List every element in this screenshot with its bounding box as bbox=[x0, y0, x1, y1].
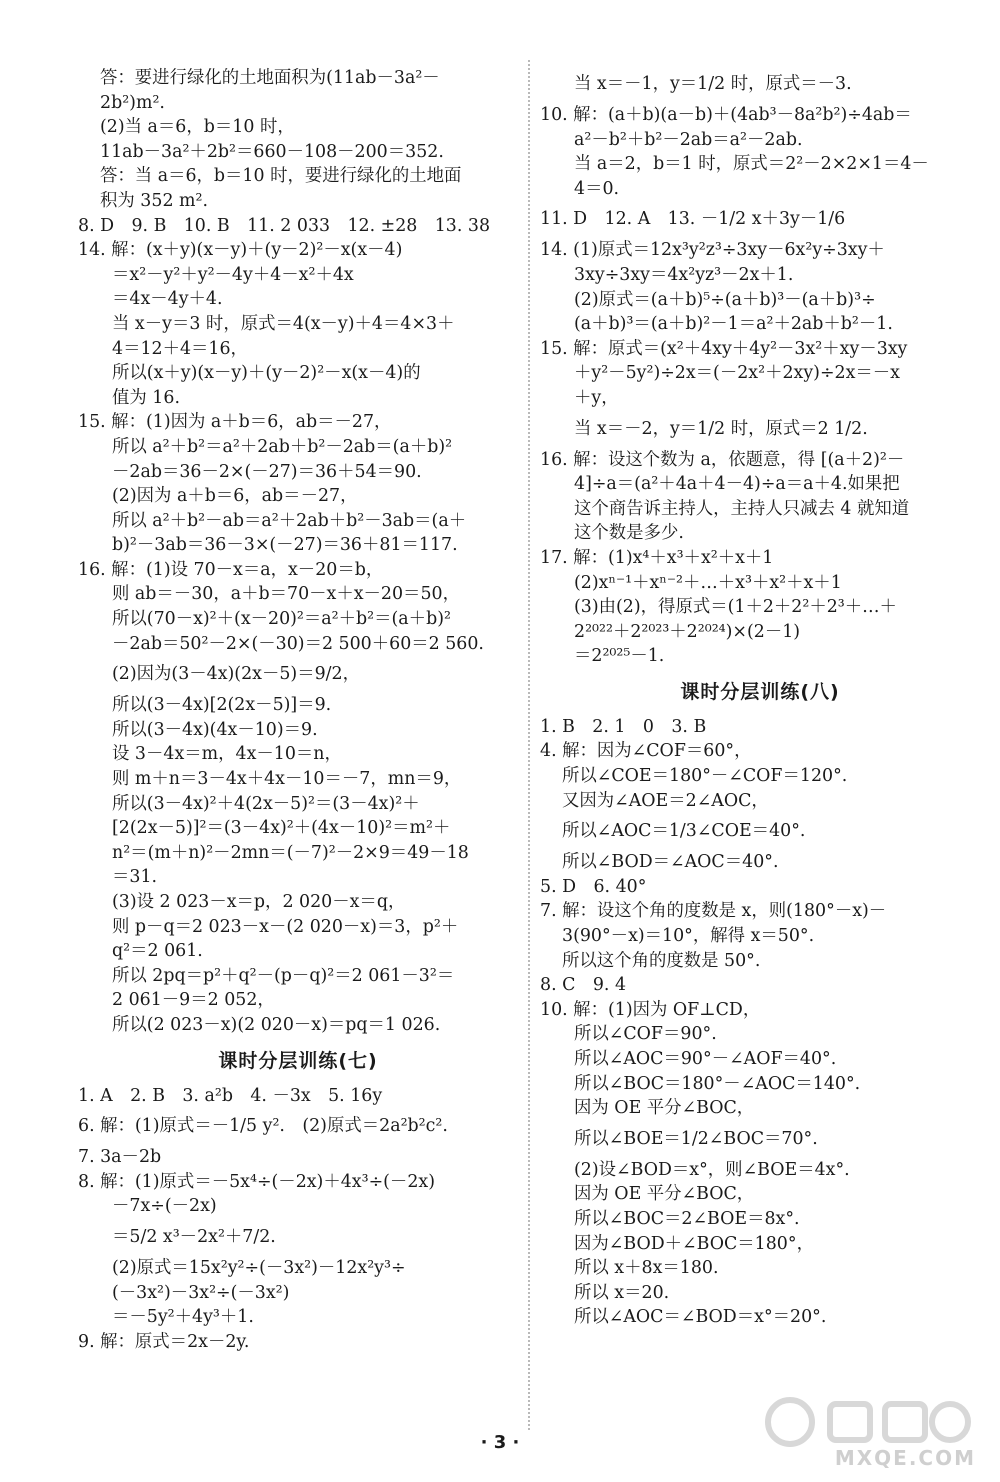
text-line: (－3x²)－3x²÷(－3x²) bbox=[112, 1282, 290, 1303]
text-line: 4＝0. bbox=[574, 178, 620, 199]
text-line: 因为∠BOD＋∠BOC＝180°， bbox=[574, 1233, 814, 1254]
text-line: (2)原式＝15x²y²÷(－3x²)－12x²y³÷ bbox=[112, 1257, 406, 1278]
text-line: 10. 解：(a＋b)(a－b)＋(4ab³－8a²b²)÷4ab＝ bbox=[540, 105, 912, 125]
text-line: 所以(3－4x)(4x－10)＝9. bbox=[112, 719, 318, 740]
text-line: 17. 解：(1)x⁴＋x³＋x²＋x＋1 bbox=[540, 547, 774, 568]
text-line: 所以 x＝20. bbox=[574, 1282, 670, 1303]
answer-row: 1. B 2. 1 0 3. B bbox=[540, 716, 707, 737]
text-line: 2 061－9＝2 052， bbox=[112, 990, 275, 1011]
watermark-text: MXQE.COM bbox=[834, 1446, 976, 1470]
text-line: 当 x＝－1，y＝1/2 时，原式＝－3. bbox=[574, 74, 852, 94]
text-line: (3)设 2 023－x＝p，2 020－x＝q， bbox=[112, 892, 406, 912]
text-line: ＝5/2 x³－2x²＋7/2. bbox=[112, 1226, 276, 1247]
page-number: · 3 · bbox=[480, 1432, 520, 1453]
text-line: 所以∠AOC＝1/3∠COE＝40°. bbox=[562, 821, 806, 842]
text-line: 积为 352 m². bbox=[100, 190, 209, 211]
text-line: －7x÷(－2x) bbox=[112, 1196, 217, 1217]
text-line: ＝－5y²＋4y³＋1. bbox=[112, 1307, 254, 1328]
text-line: 因为 OE 平分∠BOC， bbox=[574, 1098, 755, 1119]
text-line: ＋y²－5y²)÷2x＝(－2x²＋2xy)÷2x＝－x bbox=[574, 363, 900, 384]
text-line: 值为 16. bbox=[112, 387, 180, 408]
column-divider bbox=[528, 60, 530, 1430]
text-line: 3(90°－x)＝10°，解得 x＝50°. bbox=[562, 926, 815, 947]
text-line: n²＝(m＋n)²－2mn＝(－7)²－2×9＝49－18 bbox=[112, 842, 469, 863]
text-line: 9. 解：原式＝2x－2y. bbox=[78, 1331, 250, 1352]
text-line: 所以∠AOC＝∠BOD＝x°＝20°. bbox=[574, 1307, 827, 1328]
answer-row: 5. D 6. 40° bbox=[540, 876, 647, 897]
text-line: (2)因为(3－4x)(2x－5)＝9/2， bbox=[112, 664, 360, 685]
text-line: 10. 解：(1)因为 OF⊥CD， bbox=[540, 999, 761, 1020]
text-line: －2ab＝36－2×(－27)＝36＋54＝90. bbox=[112, 461, 422, 482]
answer-row: 8. D 9. B 10. B 11. 2 033 12. ±28 13. 38 bbox=[78, 215, 491, 236]
answer-row: 11. D 12. A 13. －1/2 x＋3y－1/6 bbox=[540, 209, 846, 230]
text-line: 答：当 a＝6，b＝10 时，要进行绿化的土地面 bbox=[100, 166, 462, 187]
text-line: 所以∠BOC＝2∠BOE＝8x°. bbox=[574, 1208, 800, 1229]
text-line: 4]÷a＝(a²＋4a＋4－4)÷a＝a＋4.如果把 bbox=[574, 474, 900, 495]
text-line: 8. 解：(1)原式＝－5x⁴÷(－2x)＋4x³÷(－2x) bbox=[78, 1171, 435, 1192]
text-line: 所以(3－4x)[2(2x－5)]＝9. bbox=[112, 695, 332, 716]
text-line: 4. 解：因为∠COF＝60°， bbox=[540, 741, 752, 762]
text-line: ＝4x－4y＋4. bbox=[112, 289, 223, 310]
text-line: ＋y， bbox=[574, 387, 619, 408]
text-line: a²－b²＋b²－2ab＝a²－2ab. bbox=[574, 129, 803, 150]
text-line: 15. 解：原式＝(x²＋4xy＋4y²－3x²＋xy－3xy bbox=[540, 338, 908, 359]
text-line: ＝2²⁰²⁵－1. bbox=[574, 646, 665, 667]
text-line: 14. 解：(x＋y)(x－y)＋(y－2)²－x(x－4) bbox=[78, 240, 403, 261]
text-line: 4＝12＋4＝16， bbox=[112, 338, 248, 359]
text-line: 所以 a²＋b²－ab＝a²＋2ab＋b²－3ab＝(a＋ bbox=[112, 510, 467, 531]
answer-row: 1. A 2. B 3. a²b 4. －3x 5. 16y bbox=[78, 1085, 383, 1106]
text-line: b)²－3ab＝36－3×(－27)＝36＋81＝117. bbox=[112, 535, 458, 556]
right-column bbox=[540, 66, 980, 1330]
text-line: 这个商告诉主持人，主持人只减去 4 就知道 bbox=[574, 498, 910, 519]
text-line: 所以(2 023－x)(2 020－x)＝pq＝1 026. bbox=[112, 1014, 441, 1035]
text-line: 7. 解：设这个角的度数是 x，则(180°－x)－ bbox=[540, 901, 887, 922]
text-line: 所以这个角的度数是 50°. bbox=[562, 950, 761, 971]
text-line: 2²⁰²²＋2²⁰²³＋2²⁰²⁴)×(2－1) bbox=[574, 621, 801, 642]
text-line: 所以∠BOD＝∠AOC＝40°. bbox=[562, 852, 779, 873]
text-line: 则 p－q＝2 023－x－(2 020－x)＝3，p²＋ bbox=[112, 916, 459, 937]
text-line: 15. 解：(1)因为 a＋b＝6，ab＝－27， bbox=[78, 412, 392, 433]
text-line: 所以(x＋y)(x－y)＋(y－2)²－x(x－4)的 bbox=[112, 363, 421, 384]
section-heading: 课时分层训练(八) bbox=[680, 680, 840, 703]
text-line: 则 m＋n＝3－4x＋4x－10＝－7，mn＝9， bbox=[112, 769, 462, 790]
text-line: ＝31. bbox=[112, 867, 158, 888]
text-line: 当 x＝－2，y＝1/2 时，原式＝2 1/2. bbox=[574, 418, 868, 439]
text-line: 16. 解：(1)设 70－x＝a，x－20＝b， bbox=[78, 559, 384, 580]
answer-row: 8. C 9. 4 bbox=[540, 975, 627, 996]
text-line: (2)设∠BOD＝x°，则∠BOE＝4x°. bbox=[574, 1159, 850, 1180]
text-line: [2(2x－5)]²＝(3－4x)²＋(4x－10)²＝m²＋ bbox=[112, 818, 451, 839]
text-line: 当 x－y＝3 时，原式＝4(x－y)＋4＝4×3＋ bbox=[112, 313, 455, 334]
text-line: (2)当 a＝6，b＝10 时， bbox=[100, 117, 295, 138]
text-line: 则 ab＝－30，a＋b＝70－x＋x－20＝50， bbox=[112, 584, 460, 605]
text-line: 所以 a²＋b²＝a²＋2ab＋b²－2ab＝(a＋b)² bbox=[112, 436, 453, 457]
text-line: 所以(70－x)²＋(x－20)²＝a²＋b²＝(a＋b)² bbox=[112, 609, 451, 630]
text-line: (a＋b)³＝(a＋b)²－1＝a²＋2ab＋b²－1. bbox=[574, 314, 893, 335]
text-line: 6. 解：(1)原式＝－1/5 y². (2)原式＝2a²b²c². bbox=[78, 1116, 448, 1137]
text-line: 所以∠COE＝180°－∠COF＝120°. bbox=[562, 766, 848, 787]
text-line: 所以∠BOC＝180°－∠AOC＝140°. bbox=[574, 1073, 861, 1094]
text-line: 所以∠AOC＝90°－∠AOF＝40°. bbox=[574, 1049, 837, 1069]
text-line: 2b²)m². bbox=[100, 92, 165, 113]
text-line: 7. 3a－2b bbox=[78, 1147, 162, 1168]
text-line: (2)xⁿ⁻¹＋xⁿ⁻²＋…＋x³＋x²＋x＋1 bbox=[574, 572, 842, 593]
text-line: 设 3－4x＝m，4x－10＝n， bbox=[112, 744, 342, 765]
text-line: 14. (1)原式＝12x³y²z³÷3xy－6x²y÷3xy＋ bbox=[540, 240, 885, 261]
text-line: (2)原式＝(a＋b)⁵÷(a＋b)³－(a＋b)³÷ bbox=[574, 289, 876, 310]
text-line: 这个数是多少. bbox=[574, 523, 684, 544]
text-line: 又因为∠AOE＝2∠AOC， bbox=[562, 790, 769, 811]
text-line: 所以 x＋8x＝180. bbox=[574, 1258, 719, 1279]
text-line: 当 a＝2，b＝1 时，原式＝2²－2×2×1＝4－ bbox=[574, 154, 929, 175]
text-line: －2ab＝50²－2×(－30)＝2 500＋60＝2 560. bbox=[112, 633, 484, 654]
text-line: 所以(3－4x)²＋4(2x－5)²＝(3－4x)²＋ bbox=[112, 793, 420, 814]
section-heading: 课时分层训练(七) bbox=[218, 1049, 378, 1072]
text-line: 因为 OE 平分∠BOC， bbox=[574, 1184, 755, 1205]
text-line: 所以∠COF＝90°. bbox=[574, 1024, 717, 1045]
text-line: 所以∠BOE＝1/2∠BOC＝70°. bbox=[574, 1128, 818, 1149]
text-line: 3xy÷3xy＝4x²yz³－2x＋1. bbox=[574, 264, 794, 285]
text-line: 答：要进行绿化的土地面积为(11ab－3a²－ bbox=[100, 68, 440, 88]
text-line: ＝x²－y²＋y²－4y＋4－x²＋4x bbox=[112, 264, 354, 285]
text-line: q²＝2 061. bbox=[112, 941, 203, 962]
text-line: 所以 2pq＝p²＋q²－(p－q)²＝2 061－3²＝ bbox=[112, 965, 455, 986]
text-line: (2)因为 a＋b＝6，ab＝－27， bbox=[112, 486, 358, 507]
text-line: 11ab－3a²＋2b²＝660－108－200＝352. bbox=[100, 141, 444, 162]
left-column bbox=[78, 66, 518, 1354]
text-line: (3)由(2)，得原式＝(1＋2＋2²＋2³＋…＋ bbox=[574, 597, 897, 618]
text-line: 16. 解：设这个数为 a，依题意，得 [(a＋2)²－ bbox=[540, 449, 905, 470]
